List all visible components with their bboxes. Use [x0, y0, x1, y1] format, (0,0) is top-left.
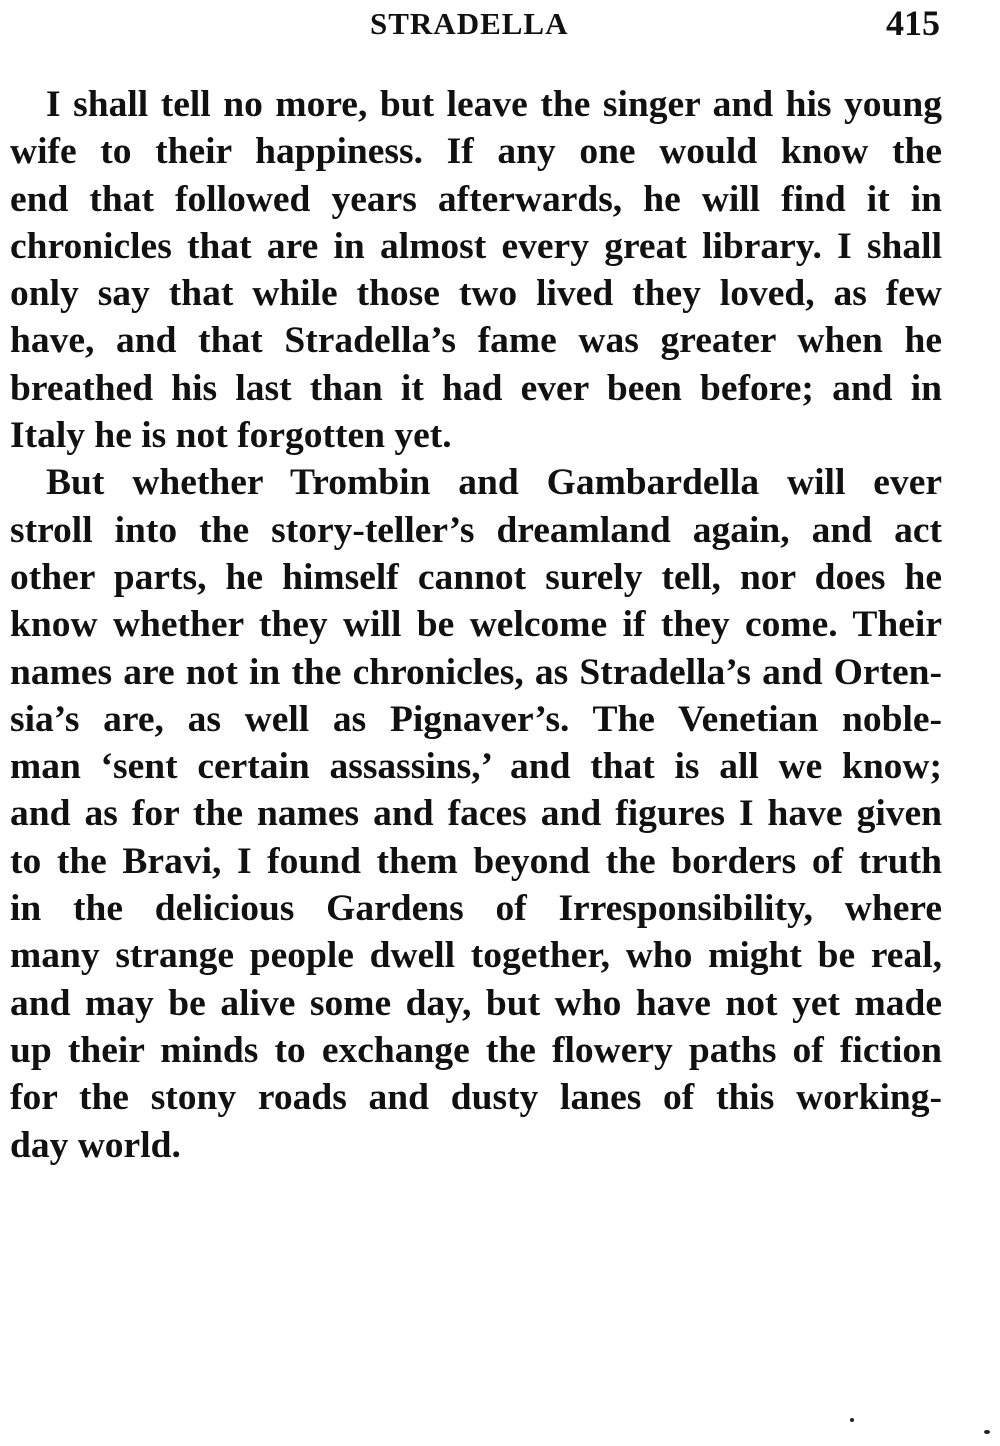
text-line: know whether they will be welcome if they come. Their — [10, 604, 942, 646]
text-line: for the stony roads and dusty lanes of this working- — [10, 1077, 942, 1119]
text-line: day world. — [10, 1124, 181, 1166]
text-line: and may be alive some day, but who have not yet made — [10, 982, 942, 1024]
running-title: STRADELLA — [370, 6, 569, 41]
body-text — [10, 81, 942, 1169]
scan-speck — [984, 1430, 990, 1434]
text-line: I shall tell no more, but leave the singer and his young — [46, 84, 942, 125]
text-line: wife to their happiness. If any one would know the — [10, 131, 942, 173]
paragraph-1 — [10, 81, 942, 459]
text-line: many strange people dwell together, who might be real, — [10, 935, 942, 977]
text-line: Italy he is not forgotten yet. — [10, 415, 452, 457]
text-line: names are not in the chronicles, as Stradella’s and Orten- — [10, 651, 942, 693]
text-line: end that followed years afterwards, he will find it in — [10, 178, 942, 220]
text-line: in the delicious Gardens of Irresponsibility, where — [10, 888, 942, 930]
text-line: only say that while those two lived they loved, as few — [10, 273, 942, 315]
text-line: other parts, he himself cannot surely tell, nor does he — [10, 556, 942, 598]
running-header — [10, 2, 940, 46]
text-line: sia’s are, as well as Pignaver’s. The Venetian noble- — [10, 698, 942, 740]
text-line: to the Bravi, I found them beyond the borders of truth — [10, 840, 942, 882]
scan-speck — [850, 1418, 854, 1422]
text-line: and as for the names and faces and figures I have given — [10, 793, 942, 835]
text-line: up their minds to exchange the flowery paths of fiction — [10, 1029, 942, 1071]
text-line: breathed his last than it had ever been before; and in — [10, 367, 942, 409]
text-line: stroll into the story-teller’s dreamland again, and act — [10, 509, 942, 551]
text-line: man ‘sent certain assassins,’ and that is all we know; — [10, 746, 942, 788]
text-line: But whether Trombin and Gambardella will ever — [46, 462, 942, 504]
page-number: 415 — [886, 3, 940, 43]
text-line: chronicles that are in almost every great library. I shall — [10, 225, 942, 267]
text-line: have, and that Stradella’s fame was greater when he — [10, 320, 942, 362]
paragraph-2 — [10, 459, 942, 1168]
